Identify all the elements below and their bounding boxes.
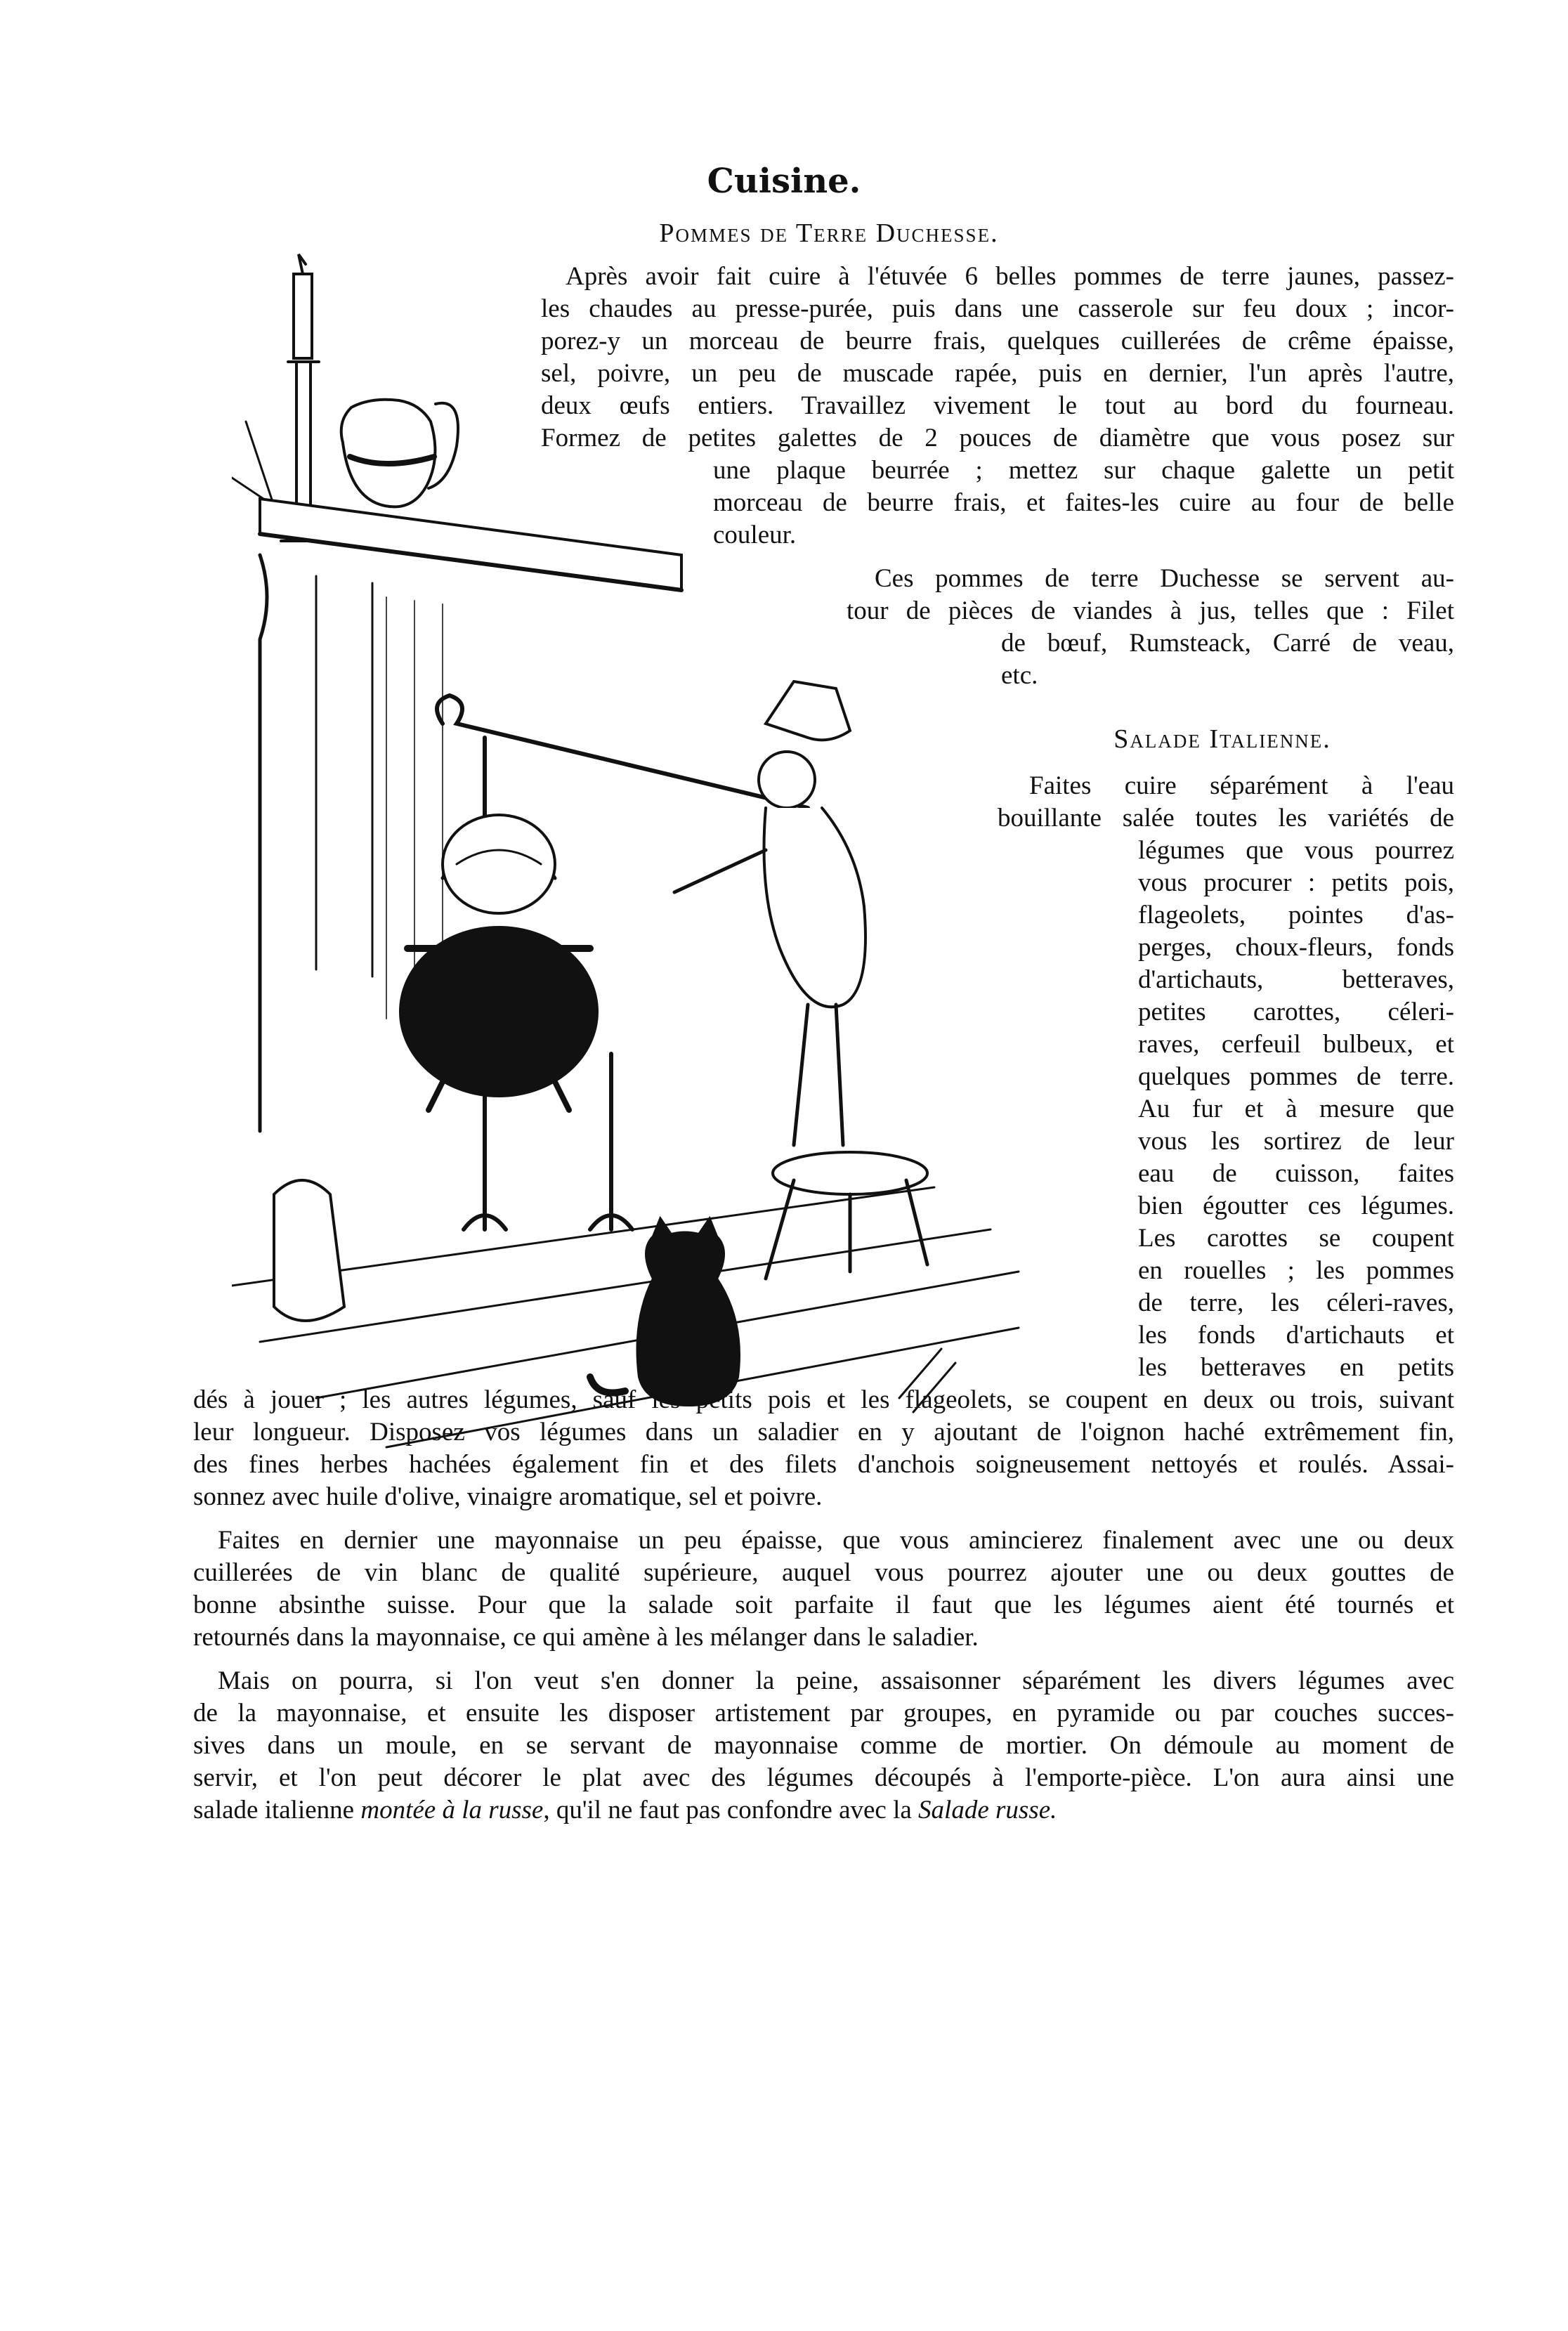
text-line: morceau de beurre frais, et faites-les cuire au four de belle xyxy=(713,488,1454,517)
text-line: Faites cuire séparément à l'eau xyxy=(1029,771,1454,800)
text-line: Après avoir fait cuire à l'étuvée 6 belles pommes de terre jaunes, passez- xyxy=(566,262,1454,291)
text-line: leur longueur. Disposez vos légumes dans un saladier en y ajoutant de l'oignon haché extrêmement fin, xyxy=(193,1418,1454,1447)
text-line: de bœuf, Rumsteack, Carré de veau, xyxy=(1001,629,1454,658)
section-title-pommes-duchesse: Pommes de Terre Duchesse. xyxy=(659,218,999,248)
text-line: Formez de petites galettes de 2 pouces de diamètre que vous posez sur xyxy=(541,424,1454,452)
text-line: de terre, les céleri-raves, xyxy=(1138,1288,1454,1317)
text-line: vous procurer : petits pois, xyxy=(1138,868,1454,897)
text-line: sonnez avec huile d'olive, vinaigre aromatique, sel et poivre. xyxy=(193,1482,823,1511)
text-line: cuillerées de vin blanc de qualité supérieure, auquel vous pourrez ajouter une ou deux gouttes de xyxy=(193,1558,1454,1587)
text-line: flageolets, pointes d'as- xyxy=(1138,901,1454,929)
text-line: retournés dans la mayonnaise, ce qui amène à les mélanger dans le saladier. xyxy=(193,1623,979,1652)
text-line: les chaudes au presse-purée, puis dans une casserole sur feu doux ; incor- xyxy=(541,294,1454,323)
italic-term: montée à la russe xyxy=(360,1796,544,1824)
text-line: bonne absinthe suisse. Pour que la salade soit parfaite il faut que les légumes aient été tournés et xyxy=(193,1591,1454,1619)
text-line: eau de cuisson, faites xyxy=(1138,1159,1454,1188)
text-line: quelques pommes de terre. xyxy=(1138,1062,1454,1091)
text-line: deux œufs entiers. Travaillez vivement le tout au bord du fourneau. xyxy=(541,391,1454,420)
text-line: tour de pièces de viandes à jus, telles que : Filet xyxy=(847,596,1454,625)
text-line: etc. xyxy=(1001,661,1038,690)
text-line: bien égoutter ces légumes. xyxy=(1138,1191,1454,1220)
italic-term: Salade russe. xyxy=(918,1796,1057,1824)
text-run: salade italienne xyxy=(193,1796,361,1824)
text-line: dés à jouer ; les autres légumes, sauf les petits pois et les flageolets, se coupent en deux ou trois, suivant xyxy=(193,1385,1454,1414)
section-title-salade-italienne: Salade Italienne. xyxy=(1113,724,1331,754)
text-line: les betteraves en petits xyxy=(1138,1353,1454,1382)
text-line: de la mayonnaise, et ensuite les disposer artistement par groupes, en pyramide ou par couches succes- xyxy=(193,1699,1454,1728)
page-heading: Cuisine. xyxy=(707,162,861,201)
text-line: les fonds d'artichauts et xyxy=(1138,1321,1454,1350)
text-run: , qu'il ne faut pas confondre avec la xyxy=(543,1796,919,1824)
text-line: couleur. xyxy=(713,521,797,549)
text-line: bouillante salée toutes les variétés de xyxy=(998,804,1454,832)
text-line: Au fur et à mesure que xyxy=(1138,1095,1454,1123)
text-line: petites carottes, céleri- xyxy=(1138,998,1454,1026)
text-line: sel, poivre, un peu de muscade rapée, puis en dernier, l'un après l'autre, xyxy=(541,359,1454,388)
text-line-last xyxy=(193,1795,1057,1826)
text-line: d'artichauts, betteraves, xyxy=(1138,965,1454,994)
text-line: servir, et l'on peut décorer le plat avec des légumes découpés à l'emporte-pièce. L'on aura ainsi une xyxy=(193,1763,1454,1792)
text-line: Ces pommes de terre Duchesse se servent au- xyxy=(875,564,1454,593)
text-line: Faites en dernier une mayonnaise un peu épaisse, que vous amincierez finalement avec une ou deux xyxy=(218,1526,1454,1555)
text-line: légumes que vous pourrez xyxy=(1138,836,1454,865)
text-line: perges, choux-fleurs, fonds xyxy=(1138,933,1454,962)
text-line: raves, cerfeuil bulbeux, et xyxy=(1138,1030,1454,1059)
text-line: Mais on pourra, si l'on veut s'en donner la peine, assaisonner séparément les divers légumes avec xyxy=(218,1666,1454,1695)
text-line: porez-y un morceau de beurre frais, quelques cuillerées de crême épaisse, xyxy=(541,327,1454,355)
text-line: des fines herbes hachées également fin et des filets d'anchois soigneusement nettoyés et roulés. Assai- xyxy=(193,1450,1454,1479)
text-line: en rouelles ; les pommes xyxy=(1138,1256,1454,1285)
text-line: Les carottes se coupent xyxy=(1138,1224,1454,1253)
text-line: une plaque beurrée ; mettez sur chaque galette un petit xyxy=(713,456,1454,485)
text-line: vous les sortirez de leur xyxy=(1138,1127,1454,1156)
text-line: sives dans un moule, en se servant de mayonnaise comme de mortier. On démoule au moment de xyxy=(193,1731,1454,1760)
